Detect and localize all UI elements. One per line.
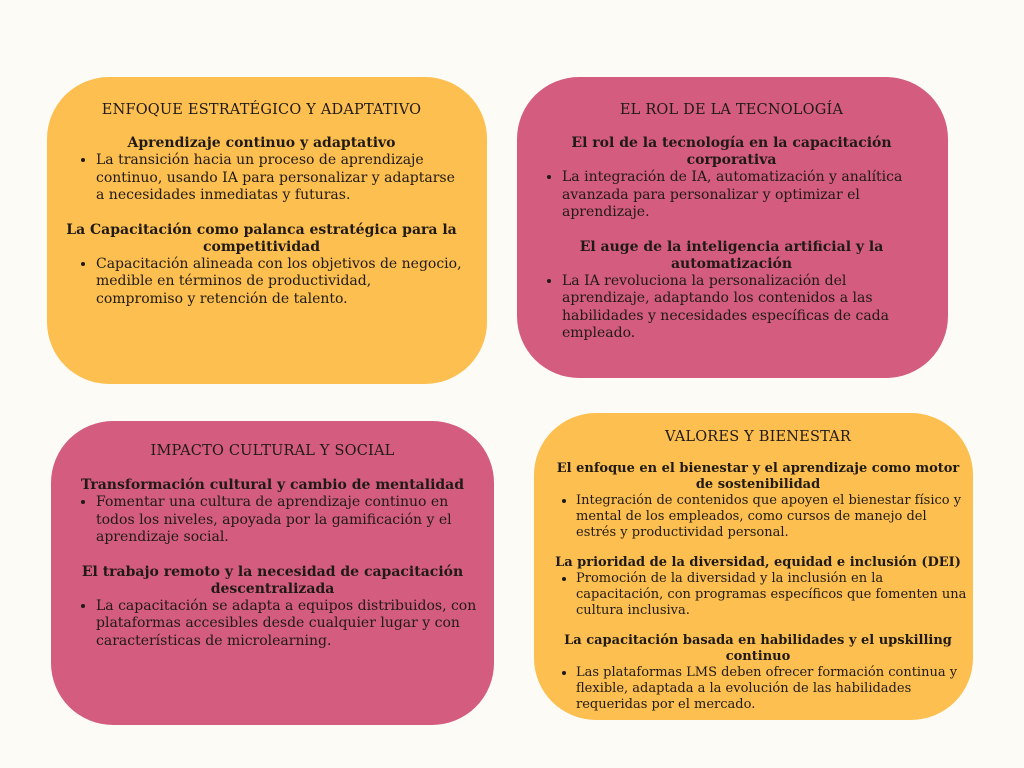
bullet-list — [61, 152, 462, 205]
bullet-list — [61, 598, 484, 651]
bullet-item: • La capacitación se adapta a equipos distribuidos, con plataformas accesibles desde cualquier lugar y con características de microlearning. — [96, 598, 484, 651]
section-heading: La capacitación basada en habilidades y el upskilling continuo — [564, 633, 952, 664]
bullet-item: • Promoción de la diversidad y la inclusión en la capacitación, con programas específicos que fomenten una cultura inclusiva. — [576, 571, 968, 619]
card-enfoque-estrategico — [47, 77, 487, 384]
bullet-list — [527, 169, 936, 222]
bullet-list — [548, 493, 968, 541]
bullet-list — [61, 494, 484, 547]
section-heading: La prioridad de la diversidad, equidad e inclusión (DEI) — [555, 555, 961, 570]
section-heading: Transformación cultural y cambio de mentalidad — [80, 477, 465, 493]
bullet-item: • La integración de IA, automatización y analítica avanzada para personalizar y optimizar el aprendizaje. — [562, 169, 936, 222]
bullet-list — [61, 256, 462, 309]
card-impacto-cultural — [51, 421, 494, 725]
bullet-item: • Las plataformas LMS deben ofrecer formación continua y flexible, adaptada a la evolución de las habilidades requeridas por el mercado. — [576, 665, 968, 713]
bullet-list — [527, 273, 936, 343]
bullet-item: • La transición hacia un proceso de aprendizaje continuo, usando IA para personalizar y adaptarse a necesidades inmediatas y futuras. — [96, 152, 462, 205]
card-valores-bienestar — [534, 413, 973, 720]
card-title: ENFOQUE ESTRATÉGICO Y ADAPTATIVO — [101, 102, 422, 118]
card-title: VALORES Y BIENESTAR — [665, 429, 851, 445]
section-heading: La Capacitación como palanca estratégica para la competitividad — [66, 221, 457, 255]
bullet-item: • Integración de contenidos que apoyen el bienestar físico y mental de los empleados, como cursos de manejo del estrés y productividad personal. — [576, 493, 968, 541]
section-heading: El trabajo remoto y la necesidad de capacitación descentralizada — [81, 563, 464, 597]
section-heading: Aprendizaje continuo y adaptativo — [127, 135, 396, 151]
card-title: EL ROL DE LA TECNOLOGÍA — [619, 102, 844, 118]
section-heading: El enfoque en el bienestar y el aprendizaje como motor de sostenibilidad — [556, 461, 960, 492]
card-rol-tecnologia — [517, 77, 948, 378]
card-title: IMPACTO CULTURAL Y SOCIAL — [150, 443, 395, 459]
bullet-list — [548, 665, 968, 713]
section-heading: El rol de la tecnología en la capacitación corporativa — [571, 135, 892, 168]
bullet-list — [548, 571, 968, 619]
bullet-item: • Fomentar una cultura de aprendizaje continuo en todos los niveles, apoyada por la gamificación y el aprendizaje social. — [96, 494, 484, 547]
bullet-item: • La IA revoluciona la personalización del aprendizaje, adaptando los contenidos a las habilidades y necesidades específicas de cada empleado. — [562, 273, 936, 343]
section-heading: El auge de la inteligencia artificial y la automatización — [579, 238, 884, 272]
bullet-item: • Capacitación alineada con los objetivos de negocio, medible en términos de productividad, compromiso y retención de talento. — [96, 256, 462, 309]
